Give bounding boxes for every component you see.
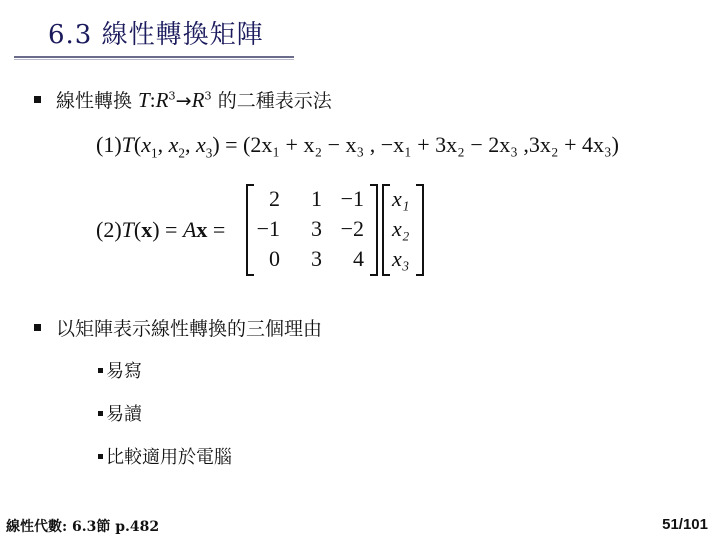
sub-bullet-marker xyxy=(98,411,103,416)
bullet1-sup2: 3 xyxy=(204,88,212,103)
eq1-x3: x xyxy=(195,132,206,157)
matrix-cell: −2 xyxy=(340,216,364,241)
bullet1-suffix: 的二種表示法 xyxy=(211,90,332,112)
bullet1-sup1: 3 xyxy=(168,88,176,103)
eq2-A: A xyxy=(182,217,197,242)
matrix-cell: 3 xyxy=(311,216,322,241)
equation-2-lhs: (2)T(x) = Ax = xyxy=(96,217,226,242)
vector-entry: x₂ xyxy=(392,216,410,241)
footer-source: 線性代數: 6.3節 p.482 xyxy=(6,519,160,535)
reason-item: 比較適用於電腦 xyxy=(106,447,232,468)
eq1-rhs: = (2x₁ + x₂ − x₃ , −x₁ + 3x₂ − 2x₃ ,3x₂ + 4x₃) xyxy=(225,132,620,157)
eq2-bold-x: x xyxy=(141,217,153,242)
page-number: 51/101 xyxy=(662,516,708,533)
eq1-sub1: 1 xyxy=(151,145,158,161)
matrix-cell: −1 xyxy=(340,186,364,211)
bullet1-arrow: → xyxy=(175,90,192,112)
coefficient-matrix xyxy=(246,184,378,274)
eq2-label: (2) xyxy=(96,217,122,242)
vector-entry: x₁ xyxy=(392,186,410,211)
bullet-marker xyxy=(34,324,41,331)
sub-bullet-marker xyxy=(98,368,103,373)
matrix-cell: 0 xyxy=(269,246,280,271)
matrix-cell: 2 xyxy=(269,186,280,211)
eq1-label: (1) xyxy=(96,132,122,157)
vector-left-bracket xyxy=(382,184,390,276)
eq1-sub3: 3 xyxy=(205,145,213,161)
matrix-right-bracket xyxy=(370,184,378,276)
matrix-cell: 1 xyxy=(311,186,322,211)
reason-item: 易寫 xyxy=(106,361,142,382)
eq2-bold-x2: x xyxy=(196,217,208,242)
vector-right-bracket xyxy=(416,184,424,276)
eq1-T: T xyxy=(121,132,134,157)
eq2-T: T xyxy=(121,217,134,242)
eq1-x2: x xyxy=(168,132,179,157)
bullet-three-reasons: 以矩陣表示線性轉換的三個理由 xyxy=(56,318,323,340)
vector-entry: x₃ xyxy=(392,246,410,271)
variable-vector xyxy=(382,184,424,274)
equation-1: $(1)T(x_1$, $x_2$, $x_3) = (2x_1 + x_2 - x_3$ , −x₁ + 3x₂ − 2x₃ ,3x₂ + 4x₃) xyxy=(96,132,620,161)
matrix-cell: 3 xyxy=(311,246,322,271)
slide-title: 6.3 線性轉換矩陣 xyxy=(48,20,264,50)
title-underline-shadow xyxy=(14,59,294,60)
eq1-sub2: 2 xyxy=(178,145,185,161)
bullet-marker xyxy=(34,96,41,103)
bullet1-prefix: 線性轉換 xyxy=(56,90,139,112)
bullet1-T: T xyxy=(138,88,150,112)
bullet1-R2: R xyxy=(191,88,205,112)
title-underline xyxy=(14,56,294,58)
sub-bullet-marker xyxy=(98,454,103,459)
bullet1-R1: R xyxy=(155,88,169,112)
reason-item: 易讀 xyxy=(106,404,142,425)
bullet1-colon: : xyxy=(149,88,156,112)
matrix-cell: −1 xyxy=(256,216,280,241)
matrix-cell: 4 xyxy=(353,246,364,271)
bullet-linear-transformation-representations xyxy=(56,86,332,113)
eq1-x1: x xyxy=(141,132,151,157)
